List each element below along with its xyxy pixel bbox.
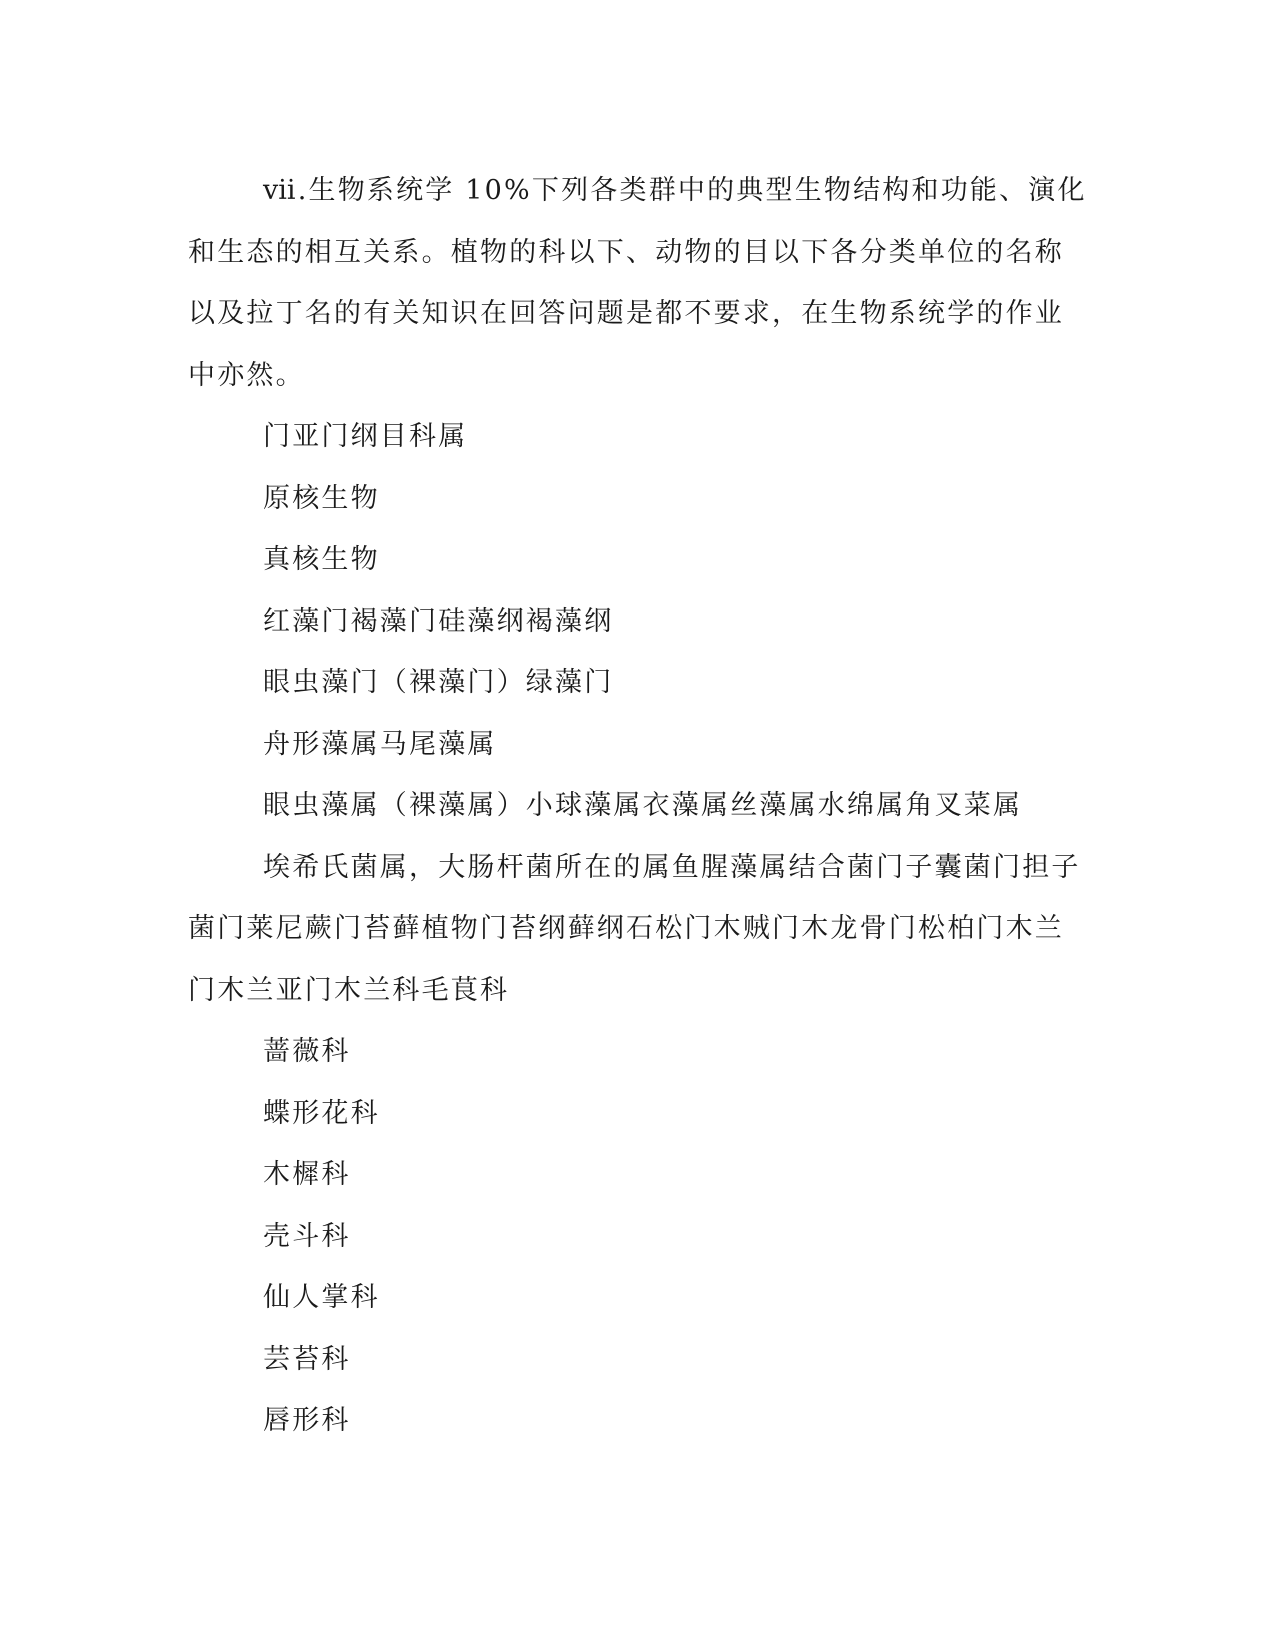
paragraph-bacteria-fungi-plants: 埃希氏菌属，大肠杆菌所在的属鱼腥藻属结合菌门子囊菌门担子菌门莱尼蕨门苔藓植物门苔纲藓纲石松门木贼门木龙骨门松柏门木兰门木兰亚门木兰科毛茛科 (188, 851, 1081, 1006)
paragraph-algae-genera: 眼虫藻属（裸藻属）小球藻属衣藻属丝藻属水绵属角叉菜属 (263, 790, 1023, 821)
paragraph-fagaceae: 壳斗科 (263, 1220, 351, 1252)
paragraph-eukaryotes: 真核生物 (263, 544, 380, 575)
document-body (188, 160, 1088, 1452)
paragraph-papilionaceae: 蝶形花科 (263, 1097, 380, 1129)
paragraph-oleaceae: 木樨科 (263, 1159, 351, 1190)
paragraph-prokaryotes: 原核生物 (263, 482, 380, 514)
paragraph-rosaceae: 蔷薇科 (263, 1036, 351, 1067)
paragraph-taxonomy-ranks: 门亚门纲目科属 (263, 421, 468, 452)
paragraph-lamiaceae: 唇形科 (263, 1405, 351, 1436)
paragraph-cactaceae: 仙人掌科 (263, 1282, 380, 1313)
paragraph-brassicaceae: 芸苔科 (263, 1343, 351, 1375)
paragraph-algae-phyla: 红藻门褐藻门硅藻纲褐藻纲 (263, 605, 614, 637)
paragraph-navicula-sargassum: 舟形藻属马尾藻属 (263, 728, 497, 760)
paragraph-intro: ⅶ.生物系统学 10%下列各类群中的典型生物结构和功能、演化和生态的相互关系。植物的科以下、动物的目以下各分类单位的名称以及拉丁名的有关知识在回答问题是都不要求，在生物系统学的作业中亦然。 (188, 175, 1087, 391)
paragraph-euglena-green-algae: 眼虫藻门（裸藻门）绿藻门 (263, 667, 614, 698)
